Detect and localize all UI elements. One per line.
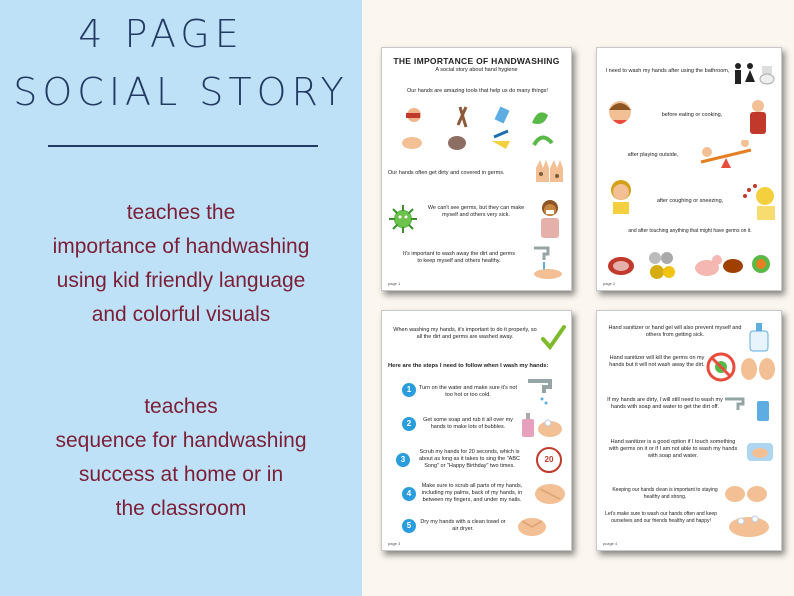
description-2-line: the classroom: [115, 497, 247, 520]
page-number: page 2: [603, 281, 616, 286]
page-number: pcage 4: [603, 541, 618, 546]
sneezing-person-icon: [739, 182, 779, 222]
sanitizer-hands-icon: [743, 437, 777, 467]
headline-line-2: SOCIAL STORY: [13, 70, 349, 114]
page-number: page 3: [388, 541, 401, 546]
description-1-line: importance of handwashing: [52, 235, 310, 258]
scrubbing-hands-icon: [532, 479, 568, 509]
page4-text-2: Hand sanitizer will kill the germs on my hands but it will not wash away the dirt.: [609, 355, 705, 368]
description-2-line: sequence for handwashing: [55, 429, 307, 452]
coughing-child-icon: [605, 178, 637, 214]
page-preview-3: [381, 310, 572, 551]
page4-text-1: Hand sanitizer or hand gel will also prevent myself and others from getting sick.: [608, 325, 742, 338]
page4-text-4: Hand sanitizer is a good option if I touch something with germs on it or if I am not able to wash my hands with soap and water.: [608, 439, 738, 459]
page1-text-1: Our hands are amazing tools that help us do many things!: [407, 88, 548, 94]
drying-hands-icon: [512, 513, 552, 541]
step-number: 3: [396, 453, 410, 467]
no-germs-icon: [701, 351, 777, 383]
description-1: [0, 196, 362, 332]
sick-child-icon: [532, 198, 568, 242]
page1-text-3: We can't see germs, but they can make myself and others very sick.: [427, 205, 525, 218]
page1-text-4: It's important to wash away the dirt and germs to keep myself and others healthy.: [402, 251, 516, 264]
hands-activities-icon: [392, 103, 564, 153]
step-text: Get some soap and rub it all over my hands to make lots of bubbles.: [423, 417, 513, 430]
description-1-line: teaches the: [126, 201, 236, 224]
page-number: page 1: [388, 281, 401, 286]
step-text: Turn on the water and make sure it's not too hot or too cold.: [418, 385, 518, 398]
page-preview-1: [381, 47, 572, 291]
description-2-line: teaches: [144, 395, 218, 418]
page-subtitle: A social story about hand hygiene: [435, 67, 518, 73]
page4-text-3: If my hands are dirty, I will still need to wash my hands with soap and water to get the dirt off.: [607, 397, 723, 410]
eating-child-icon: [603, 98, 637, 130]
soap-icon: [518, 411, 566, 441]
page4-text-6: Let's make sure to wash our hands often and keep ourselves and our friends healthy and happy!: [605, 511, 717, 524]
description-1-line: and colorful visuals: [91, 303, 271, 326]
clean-hands-icon: [721, 483, 771, 505]
page3-intro: When washing my hands, it's important to do it properly, so all the dirt and germs are washed away.: [393, 327, 537, 340]
page4-text-5: Keeping our hands clean is important to staying healthy and strong.: [612, 487, 718, 500]
cooking-child-icon: [743, 98, 773, 138]
left-panel: [0, 0, 362, 596]
page-preview-4: [596, 310, 782, 551]
step-number: 4: [402, 487, 416, 501]
page2-text-4: after coughing or sneezing,: [656, 198, 724, 204]
page2-text-1: I need to wash my hands after using the bathroom,: [605, 68, 730, 74]
page-preview-2: [596, 47, 782, 291]
description-2-line: success at home or in: [78, 463, 284, 486]
headline-line-1: 4 PAGE: [78, 12, 244, 56]
description-1-line: using kid friendly language: [56, 269, 306, 292]
faucet-soap-icon: [721, 393, 777, 425]
washing-hands-icon: [524, 244, 568, 280]
germ-icon: [388, 204, 418, 234]
step-text: Scrub my hands for 20 seconds, which is about as long as it takes to sing the "ABC Song" or "Happy Birthday" two times.: [418, 449, 520, 469]
seesaw-icon: [697, 140, 755, 170]
page2-text-3: after playing outside,: [627, 152, 679, 158]
page2-text-2: before eating or cooking,: [661, 112, 723, 118]
sanitizer-bottle-icon: [747, 319, 771, 353]
check-icon: [540, 325, 566, 351]
germy-objects-icon: [605, 246, 775, 280]
washing-hands-icon: [721, 511, 777, 541]
step-number: 1: [402, 383, 416, 397]
step-number: 5: [402, 519, 416, 533]
steps-heading: Here are the steps I need to follow when I wash my hands:: [388, 363, 549, 369]
page-title: THE IMPORTANCE OF HANDWASHING: [393, 56, 560, 66]
timer-icon: 20: [536, 447, 562, 473]
step-number: 2: [402, 417, 416, 431]
dirty-hands-icon: [532, 158, 566, 184]
page1-text-2: Our hands often get dirty and covered in germs.: [388, 170, 505, 176]
description-2: [0, 390, 362, 526]
page2-text-5: and after touching anything that might have germs on it.: [628, 228, 752, 234]
faucet-icon: [522, 373, 562, 407]
divider: [48, 145, 318, 147]
restroom-icon: [732, 62, 778, 86]
step-text: Dry my hands with a clean towel or air dryer.: [420, 519, 506, 532]
step-text: Make sure to scrub all parts of my hands, including my palms, back of my hands, in between my fingers, and under my nails.: [421, 483, 523, 503]
